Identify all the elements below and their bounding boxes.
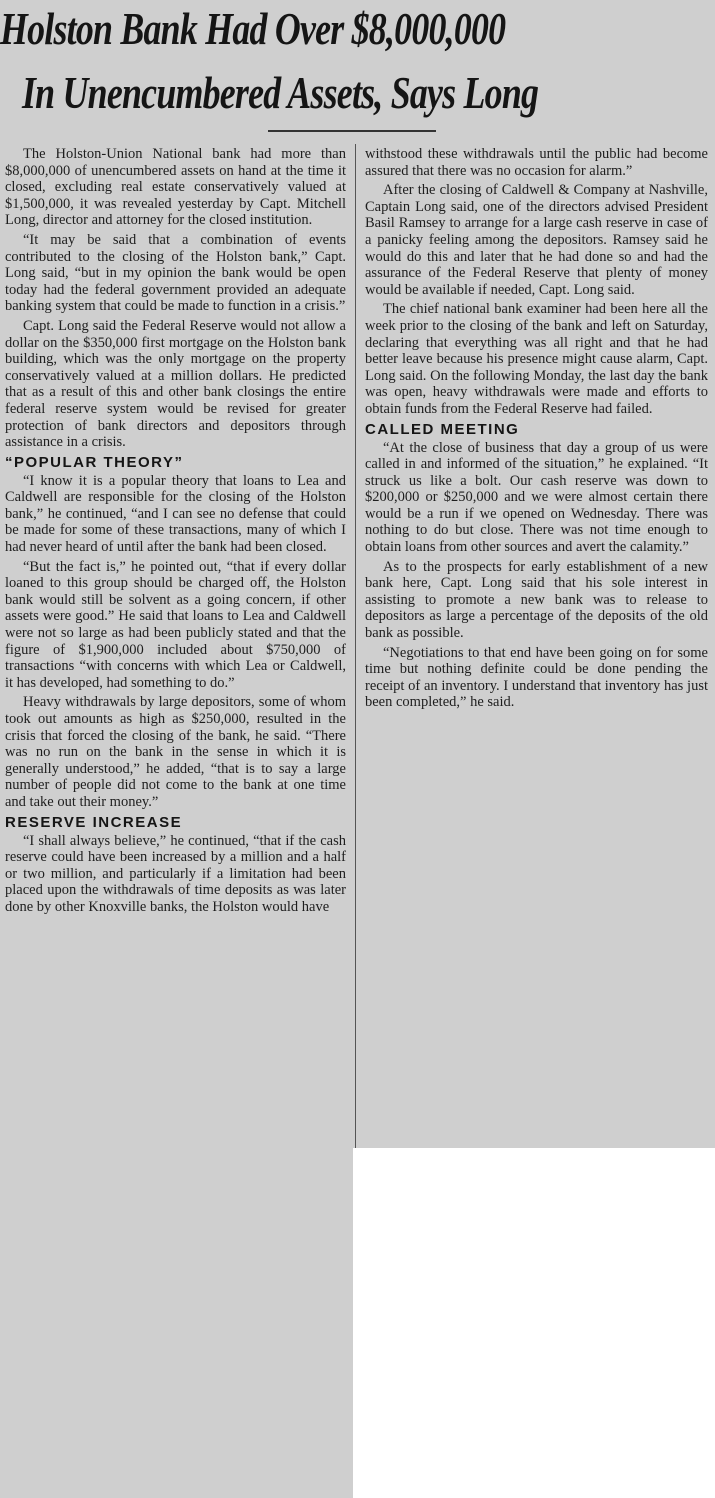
- paragraph: The Holston-Union National bank had more than $8,000,000 of unencumbered assets on hand at the time it closed, excluding real estate conservatively valued at $1,500,000, it was revealed yesterday by Capt. Mitchell Long, director and attorney for the closed institution.: [5, 146, 346, 229]
- clipping-bottom: [0, 1148, 353, 1498]
- paragraph: “Negotiations to that end have been going on for some time but nothing definite could be done pending the receipt of an inventory. I understand that inventory has just been completed,” he said.: [365, 644, 708, 711]
- paragraph: withstood these withdrawals until the public had become assured that there was no occasion for alarm.”: [365, 146, 708, 179]
- paragraph: “But the fact is,” he pointed out, “that if every dollar loaned to this group should be charged off, the Holston bank would still be solvent as a going concern, if other assets were good.” He said that loans to Lea and Caldwell were not so large as had been publicly stated and that the figure of $1,900,000 included about $750,000 of transactions “with concerns with which Lea or Caldwell, it has developed, had something to do.”: [5, 558, 346, 691]
- paragraph: The chief national bank examiner had been here all the week prior to the closing of the bank and left on Saturday, declaring that everything was all right and that he had better leave because his presence might cause alarm, Capt. Long said. On the following Monday, the last day the bank was open, heavy withdrawals were made and efforts to obtain funds from the Federal Reserve had failed.: [365, 301, 708, 417]
- subheading: RESERVE INCREASE: [5, 813, 183, 831]
- paragraph: “At the close of business that day a group of us were called in and informed of the situation,” he explained. “It struck us like a bolt. Our cash reserve was down to $200,000 or $250,000 and we were almost certain there would be a run if we opened on Wednesday. There was nothing to do but close. There was not time enough to obtain loans from other sources and avert the calamity.”: [365, 439, 708, 556]
- paragraph: “It may be said that a combination of events contributed to the closing of the Holston bank,” Capt. Long said, “but in my opinion the bank would be open today had the federal government provided an adequate banking system that could be made to function in a crisis.”: [5, 231, 346, 315]
- right-column: [365, 146, 708, 714]
- paragraph: As to the prospects for early establishment of a new bank here, Capt. Long said that his sole interest in assisting to promote a new bank was to release to depositors as large a percentage of the deposits of the old bank as possible.: [365, 558, 708, 642]
- headline-rule: [268, 130, 436, 132]
- left-column: [5, 146, 346, 919]
- paragraph: “I shall always believe,” he continued, “that if the cash reserve could have been increased by a million and a half or two million, and particularly if a limitation had been placed upon the withdrawals of time deposits as was later done by other Knoxville banks, the Holston would have: [5, 832, 346, 915]
- headline-line-2: In Unencumbered Assets, Says Long: [22, 67, 539, 118]
- column-divider: [355, 144, 356, 1148]
- paragraph: Heavy withdrawals by large depositors, some of whom took out amounts as high as $250,000, resulted in the crisis that forced the closing of the bank, he said. “There was no run on the bank in the sense in which it is generally understood,” he added, “that is to say a large number of people did not come to the bank at one time and take out their money.”: [5, 694, 346, 810]
- subheading: “POPULAR THEORY”: [5, 453, 184, 471]
- subheading: CALLED MEETING: [365, 420, 520, 438]
- headline-line-1: Holston Bank Had Over $8,000,000: [0, 3, 506, 54]
- paragraph: After the closing of Caldwell & Company at Nashville, Captain Long said, one of the directors advised President Basil Ramsey to arrange for a large cash reserve in case of a panicky feeling among the depositors. Ramsey said he would do this and later that he had done so and had the assurance of the Federal Reserve that plenty of money would be available if needed, Capt. Long said.: [365, 182, 708, 298]
- paragraph: Capt. Long said the Federal Reserve would not allow a dollar on the $350,000 first mortgage on the Holston bank building, which was the only mortgage on the property conservatively valued at a million dollars. He predicted that as a result of this and other bank closings the entire federal reserve system would be revised for greater protection of bank directors and depositors through assistance in a crisis.: [5, 317, 346, 451]
- paragraph: “I know it is a popular theory that loans to Lea and Caldwell are responsible for the closing of the Holston bank,” he continued, “and I can see no defense that could be made for some of these transactions, many of which I had never heard of until after the bank had been closed.: [5, 472, 346, 556]
